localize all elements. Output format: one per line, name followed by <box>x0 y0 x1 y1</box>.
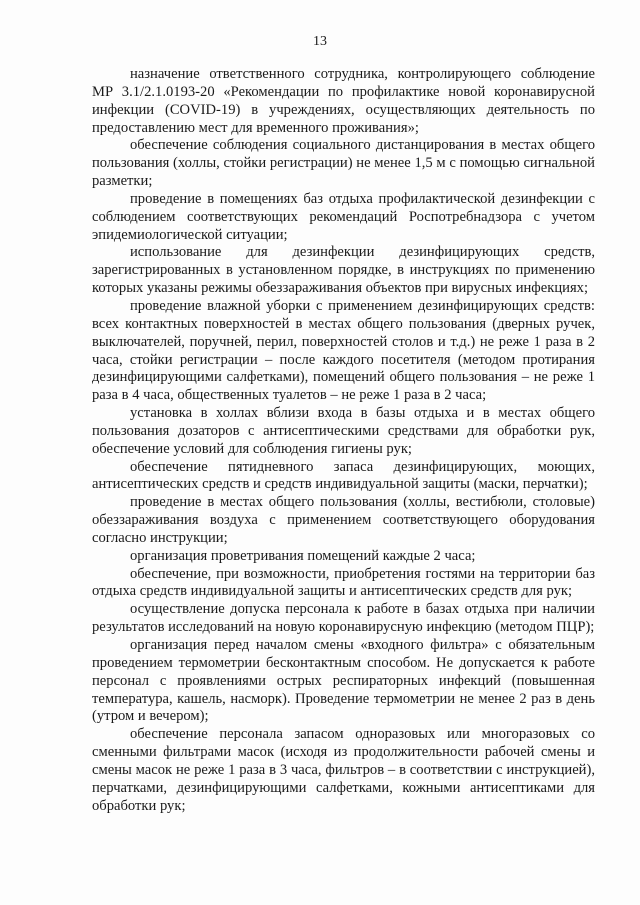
paragraph: обеспечение персонала запасом одноразовых или многоразовых со сменными фильтрами масок (исходя из продолжительности рабочей смены и смены масок не реже 1 раза в 3 часа, фильтров – в соответствии с инструкцией), перчатками, дезинфицирующими салфетками, кожными антисептиками для обработки рук; <box>92 726 595 814</box>
paragraph: использование для дезинфекции дезинфицирующих средств, зарегистрированных в установленном порядке, в инструкциях по применению которых указаны режимы обеззараживания объектов при вирусных инфекциях; <box>92 244 595 297</box>
paragraph: проведение влажной уборки с применением дезинфицирующих средств: всех контактных поверхностей в местах общего пользования (дверных ручек, выключателей, поручней, перил, поверхностей столов и т.д.) не реже 1 раза в 2 часа, стойки регистрации – после каждого посетителя (методом протирания дезинфицирующими салфетками), помещений общего пользования – не реже 1 раза в 4 часа, общественных туалетов – не реже 1 раза в 2 часа; <box>92 297 595 404</box>
paragraph: установка в холлах вблизи входа в базы отдыха и в местах общего пользования дозаторов с антисептическими средствами для обработки рук, обеспечение условий для соблюдения гигиены рук; <box>92 405 595 457</box>
paragraph: осуществление допуска персонала к работе в базах отдыха при наличии результатов исследований на новую коронавирусную инфекцию (методом ПЦР); <box>92 601 595 636</box>
paragraph: назначение ответственного сотрудника, контролирующего соблюдение МР 3.1/2.1.0193-20 «Рекомендации по профилактике новой коронавирусной инфекции (COVID-19) в учреждениях, осуществляющих деятельность по предоставлению мест для временного проживания»; <box>92 66 595 136</box>
paragraph: проведение в помещениях баз отдыха профилактической дезинфекции с соблюдением соответствующих рекомендаций Роспотребнадзора с учетом эпидемиологической ситуации; <box>92 190 595 243</box>
document-body <box>92 66 595 815</box>
paragraph: обеспечение соблюдения социального дистанцирования в местах общего пользования (холлы, стойки регистрации) не менее 1,5 м с помощью сигнальной разметки; <box>92 137 595 190</box>
paragraph: организация перед началом смены «входного фильтра» с обязательным проведением термометрии бесконтактным способом. Не допускается к работе персонал с проявлениями острых респираторных инфекций (повышенная температура, кашель, насморк). Проведение термометрии не менее 2 раз в день (утром и вечером); <box>92 637 595 725</box>
paragraph: организация проветривания помещений каждые 2 часа; <box>130 547 476 564</box>
paragraph: обеспечение, при возможности, приобретения гостями на территории баз отдыха средств индивидуальной защиты и антисептических средств для рук; <box>92 565 595 600</box>
paragraph: обеспечение пятидневного запаса дезинфицирующих, моющих, антисептических средств и средств индивидуальной защиты (маски, перчатки); <box>92 458 595 493</box>
page-number: 13 <box>313 34 327 49</box>
paragraph: проведение в местах общего пользования (холлы, вестибюли, столовые) обеззараживания воздуха с применением соответствующего оборудования согласно инструкции; <box>92 494 595 546</box>
